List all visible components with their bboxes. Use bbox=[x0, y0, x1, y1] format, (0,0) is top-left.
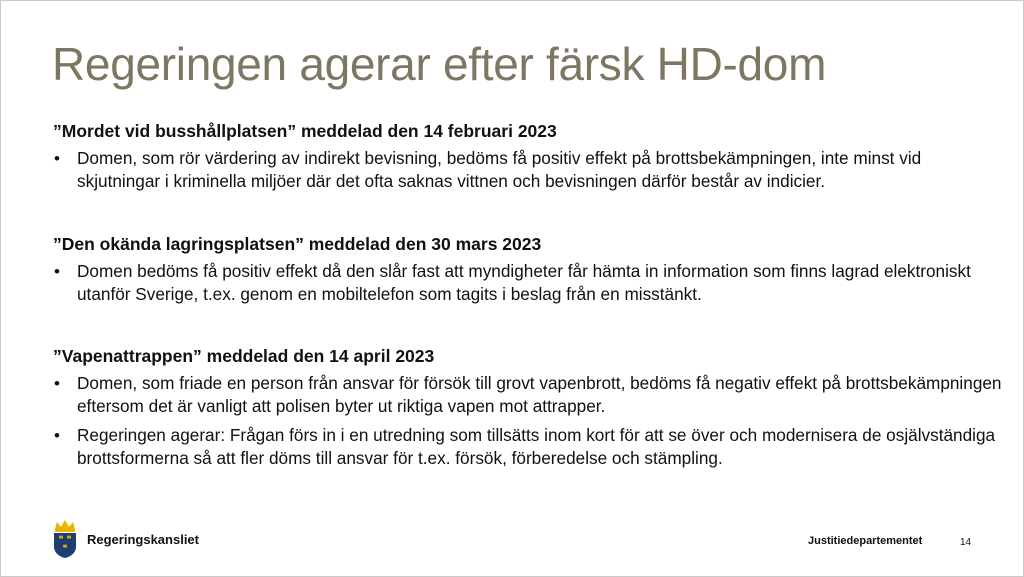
bullet-dot: • bbox=[54, 262, 60, 281]
section-lagringsplatsen bbox=[53, 232, 1003, 306]
section-vapenattrappen bbox=[53, 344, 1003, 470]
bullet-item bbox=[53, 260, 1003, 306]
bullet-dot: • bbox=[54, 374, 60, 393]
bullet-text: Regeringen agerar: Frågan förs in i en utredning som tillsätts inom kort för att se över och modernisera de osjälvständiga brottsformerna så att fler döms till ansvar för t.ex. försök, förberedelse och stämpling. bbox=[77, 425, 996, 468]
government-logo bbox=[51, 519, 199, 559]
slide-title: Regeringen agerar efter färsk HD-dom bbox=[52, 38, 827, 90]
bullet-item bbox=[53, 372, 1003, 418]
bullet-text: Domen, som friade en person från ansvar för försök till grovt vapenbrott, bedöms få negativ effekt på brottsbekämpningen eftersom det är vanligt att polisen byter ut riktiga vapen mot attrapper. bbox=[77, 373, 1002, 416]
bullet-item bbox=[53, 424, 1003, 470]
bullet-text: Domen, som rör värdering av indirekt bevisning, bedöms få positiv effekt på brottsbekämpningen, inte minst vid skjutningar i kriminella miljöer där det ofta saknas vittnen och bevisningen därför består av indicier. bbox=[77, 148, 922, 191]
department-name: Justitiedepartementet bbox=[808, 535, 923, 547]
section-heading: ”Den okända lagringsplatsen” meddelad den 30 mars 2023 bbox=[53, 234, 542, 254]
section-heading: ”Mordet vid busshållplatsen” meddelad den 14 februari 2023 bbox=[53, 121, 557, 141]
section-busshallplatsen bbox=[53, 119, 1003, 193]
page-number: 14 bbox=[960, 537, 972, 548]
section-heading: ”Vapenattrappen” meddelad den 14 april 2023 bbox=[53, 346, 435, 366]
bullet-item bbox=[53, 147, 1003, 193]
bullet-dot: • bbox=[54, 426, 60, 445]
bullet-dot: • bbox=[54, 149, 60, 168]
logo-text: Regeringskansliet bbox=[87, 531, 199, 547]
coat-of-arms-icon bbox=[51, 519, 79, 559]
bullet-text: Domen bedöms få positiv effekt då den slår fast att myndigheter får hämta in information som finns lagrad elektroniskt utanför Sverige, t.ex. genom en mobiltelefon som tagits i beslag från en misstänkt. bbox=[77, 261, 971, 304]
